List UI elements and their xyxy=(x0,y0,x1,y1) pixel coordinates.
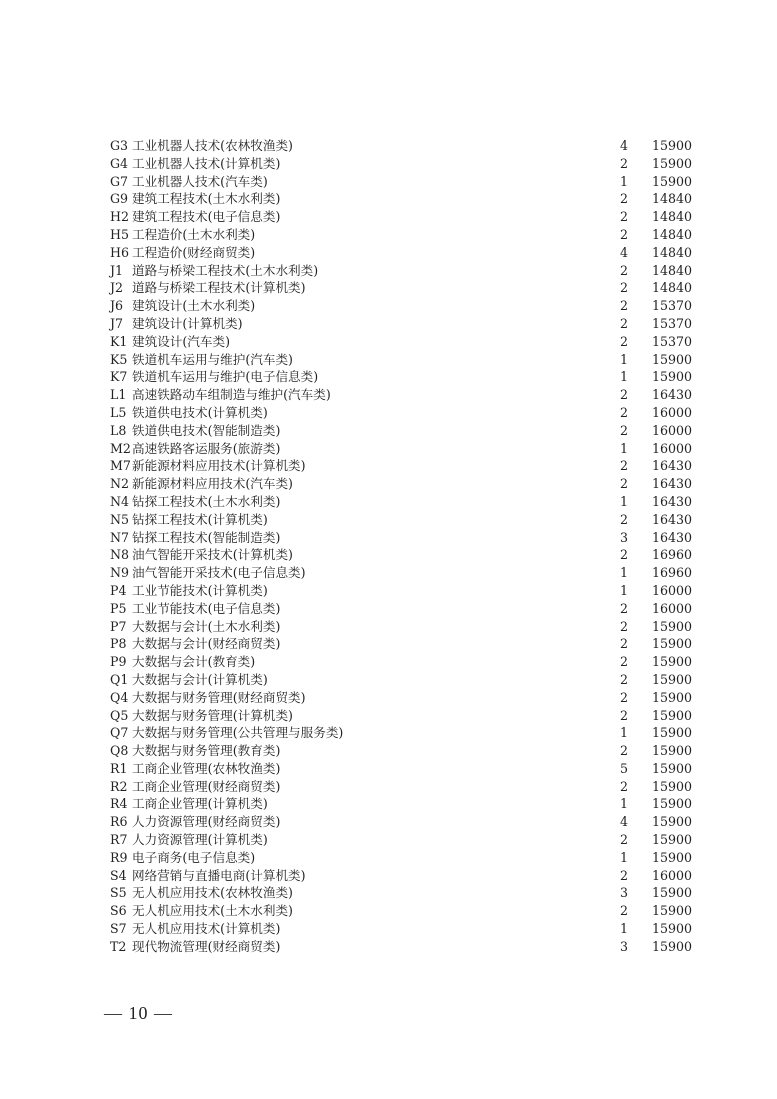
program-count: 1 xyxy=(620,440,629,456)
table-row xyxy=(110,760,700,778)
program-code: R4 xyxy=(110,796,128,812)
program-code: H6 xyxy=(110,244,129,260)
table-row xyxy=(110,226,700,244)
program-count: 1 xyxy=(620,582,629,598)
table-row xyxy=(110,493,700,511)
program-rows xyxy=(110,137,700,956)
program-code: J7 xyxy=(110,315,124,331)
program-count: 2 xyxy=(620,476,629,492)
program-fee: 16000 xyxy=(652,600,693,616)
program-count: 3 xyxy=(620,885,629,901)
program-name: 油气智能开采技术(计算机类) xyxy=(132,547,293,563)
program-fee: 16430 xyxy=(652,476,693,492)
program-code: N7 xyxy=(110,529,130,545)
program-name: 铁道供电技术(智能制造类) xyxy=(132,422,281,438)
program-count: 2 xyxy=(620,689,629,705)
table-row xyxy=(110,795,700,813)
program-count: 2 xyxy=(620,155,629,171)
program-fee: 15900 xyxy=(652,138,693,153)
program-code: H2 xyxy=(110,209,129,225)
program-code: J2 xyxy=(110,280,124,296)
program-code: K7 xyxy=(110,369,128,385)
program-count: 2 xyxy=(620,654,629,670)
program-fee: 15900 xyxy=(652,707,693,723)
program-name: 钻探工程技术(智能制造类) xyxy=(132,529,281,545)
program-count: 2 xyxy=(620,315,629,331)
table-row xyxy=(110,867,700,885)
program-name: 人力资源管理(计算机类) xyxy=(132,832,268,848)
table-row xyxy=(110,902,700,920)
program-count: 2 xyxy=(620,404,629,420)
program-fee: 15370 xyxy=(652,298,693,314)
program-code: R9 xyxy=(110,849,128,865)
program-fee: 15900 xyxy=(652,173,693,189)
table-row xyxy=(110,511,700,529)
program-count: 2 xyxy=(620,333,629,349)
table-row xyxy=(110,884,700,902)
program-name: 工业节能技术(电子信息类) xyxy=(132,600,281,616)
program-code: N9 xyxy=(110,565,130,581)
program-name: 大数据与会计(计算机类) xyxy=(132,671,268,687)
table-row xyxy=(110,600,700,618)
program-name: 高速铁路客运服务(旅游类) xyxy=(132,440,281,456)
program-count: 2 xyxy=(620,191,629,207)
program-code: N5 xyxy=(110,511,130,527)
program-name: 钻探工程技术(计算机类) xyxy=(132,511,268,527)
program-code: N2 xyxy=(110,476,130,492)
program-code: G9 xyxy=(110,191,129,207)
table-row xyxy=(110,137,700,155)
table-row xyxy=(110,368,700,386)
program-name: 工业机器人技术(汽车类) xyxy=(132,173,268,189)
program-name: 无人机应用技术(农林牧渔类) xyxy=(132,885,293,901)
program-count: 2 xyxy=(620,458,629,474)
program-count: 1 xyxy=(620,921,629,937)
program-name: 工业节能技术(计算机类) xyxy=(132,582,268,598)
program-fee: 14840 xyxy=(652,244,693,260)
program-code: P7 xyxy=(110,618,127,634)
program-fee: 16000 xyxy=(652,867,693,883)
program-count: 1 xyxy=(620,565,629,581)
program-fee: 16000 xyxy=(652,404,693,420)
program-name: 建筑设计(计算机类) xyxy=(132,315,243,331)
program-count: 2 xyxy=(620,422,629,438)
program-name: 大数据与会计(土木水利类) xyxy=(132,618,281,634)
program-fee: 15900 xyxy=(652,654,693,670)
program-code: Q1 xyxy=(110,671,129,687)
program-name: 道路与桥梁工程技术(计算机类) xyxy=(132,280,306,296)
table-row xyxy=(110,938,700,956)
program-code: R6 xyxy=(110,814,128,830)
program-code: M7 xyxy=(110,458,131,474)
program-name: 工程造价(财经商贸类) xyxy=(132,244,256,260)
program-name: 新能源材料应用技术(计算机类) xyxy=(132,458,306,474)
program-fee: 16000 xyxy=(652,440,693,456)
program-count: 2 xyxy=(620,671,629,687)
program-fee: 14840 xyxy=(652,209,693,225)
table-row xyxy=(110,671,700,689)
program-count: 2 xyxy=(620,547,629,563)
program-count: 2 xyxy=(620,600,629,616)
program-code: Q7 xyxy=(110,725,129,741)
table-row xyxy=(110,262,700,280)
program-name: 工商企业管理(计算机类) xyxy=(132,796,268,812)
table-row xyxy=(110,457,700,475)
program-fee: 15370 xyxy=(652,333,693,349)
program-code: P8 xyxy=(110,636,127,652)
program-count: 2 xyxy=(620,511,629,527)
program-name: 无人机应用技术(土木水利类) xyxy=(132,903,293,919)
table-row xyxy=(110,244,700,262)
program-fee: 15900 xyxy=(652,618,693,634)
table-row xyxy=(110,315,700,333)
table-row xyxy=(110,564,700,582)
table-row xyxy=(110,279,700,297)
program-fee: 16430 xyxy=(652,493,693,509)
program-count: 1 xyxy=(620,796,629,812)
program-name: 现代物流管理(财经商贸类) xyxy=(132,938,281,954)
program-count: 2 xyxy=(620,387,629,403)
program-name: 大数据与会计(教育类) xyxy=(132,654,256,670)
program-code: G7 xyxy=(110,173,129,189)
program-code: L5 xyxy=(110,404,127,420)
program-count: 2 xyxy=(620,903,629,919)
program-count: 4 xyxy=(620,138,629,153)
program-name: 铁道机车运用与维护(电子信息类) xyxy=(132,369,319,385)
program-code: J1 xyxy=(110,262,124,278)
table-row xyxy=(110,831,700,849)
program-count: 3 xyxy=(620,938,629,954)
program-code: P9 xyxy=(110,654,127,670)
program-count: 2 xyxy=(620,636,629,652)
program-count: 1 xyxy=(620,369,629,385)
program-fee: 16000 xyxy=(652,422,693,438)
table-row xyxy=(110,849,700,867)
program-code: R2 xyxy=(110,778,128,794)
program-name: 铁道供电技术(计算机类) xyxy=(132,404,268,420)
table-row xyxy=(110,635,700,653)
program-code: P4 xyxy=(110,582,127,598)
program-name: 油气智能开采技术(电子信息类) xyxy=(132,565,306,581)
program-fee: 15900 xyxy=(652,369,693,385)
program-fee: 15900 xyxy=(652,832,693,848)
table-row xyxy=(110,173,700,191)
program-fee: 16960 xyxy=(652,565,693,581)
program-fee: 15370 xyxy=(652,315,693,331)
program-count: 2 xyxy=(620,743,629,759)
program-code: G3 xyxy=(110,138,129,153)
table-row xyxy=(110,404,700,422)
table-row xyxy=(110,190,700,208)
program-code: K1 xyxy=(110,333,128,349)
program-name: 工程造价(土木水利类) xyxy=(132,226,256,242)
program-count: 2 xyxy=(620,832,629,848)
program-code: S6 xyxy=(110,903,127,919)
program-name: 网络营销与直播电商(计算机类) xyxy=(132,867,306,883)
program-code: R7 xyxy=(110,832,128,848)
program-fee: 15900 xyxy=(652,760,693,776)
program-code: T2 xyxy=(110,938,127,954)
program-fee: 15900 xyxy=(652,671,693,687)
table-row xyxy=(110,920,700,938)
program-fee: 15900 xyxy=(652,636,693,652)
table-row xyxy=(110,582,700,600)
program-code: N4 xyxy=(110,493,130,509)
program-code: Q4 xyxy=(110,689,129,705)
table-row xyxy=(110,529,700,547)
program-count: 1 xyxy=(620,351,629,367)
table-row xyxy=(110,689,700,707)
program-code: L8 xyxy=(110,422,127,438)
program-fee: 15900 xyxy=(652,778,693,794)
table-row xyxy=(110,618,700,636)
program-code: P5 xyxy=(110,600,127,616)
program-name: 大数据与会计(财经商贸类) xyxy=(132,636,281,652)
program-fee: 14840 xyxy=(652,191,693,207)
program-fee: 14840 xyxy=(652,226,693,242)
program-name: 工业机器人技术(农林牧渔类) xyxy=(132,138,293,153)
program-code: L1 xyxy=(110,387,127,403)
program-fee: 15900 xyxy=(652,689,693,705)
program-name: 电子商务(电子信息类) xyxy=(132,849,256,865)
program-count: 2 xyxy=(620,778,629,794)
table-row xyxy=(110,440,700,458)
table-row xyxy=(110,351,700,369)
program-fee: 15900 xyxy=(652,938,693,954)
program-name: 建筑工程技术(电子信息类) xyxy=(132,209,281,225)
program-code: S4 xyxy=(110,867,127,883)
program-count: 1 xyxy=(620,849,629,865)
table-row xyxy=(110,333,700,351)
table-row xyxy=(110,707,700,725)
program-name: 新能源材料应用技术(汽车类) xyxy=(132,476,293,492)
table-row xyxy=(110,813,700,831)
program-fee: 15900 xyxy=(652,351,693,367)
program-count: 4 xyxy=(620,814,629,830)
program-count: 1 xyxy=(620,725,629,741)
program-count: 2 xyxy=(620,618,629,634)
program-count: 2 xyxy=(620,707,629,723)
table-row xyxy=(110,208,700,226)
program-code: S5 xyxy=(110,885,127,901)
program-code: K5 xyxy=(110,351,128,367)
program-count: 2 xyxy=(620,226,629,242)
program-name: 建筑设计(土木水利类) xyxy=(132,298,256,314)
program-name: 大数据与财务管理(财经商贸类) xyxy=(132,689,306,705)
program-fee: 16430 xyxy=(652,529,693,545)
program-fee: 15900 xyxy=(652,155,693,171)
program-count: 5 xyxy=(620,760,629,776)
program-code: Q8 xyxy=(110,743,129,759)
program-name: 大数据与财务管理(教育类) xyxy=(132,743,281,759)
table-row xyxy=(110,155,700,173)
program-count: 2 xyxy=(620,262,629,278)
program-code: Q5 xyxy=(110,707,129,723)
program-count: 3 xyxy=(620,529,629,545)
program-code: N8 xyxy=(110,547,130,563)
program-count: 2 xyxy=(620,209,629,225)
program-name: 大数据与财务管理(公共管理与服务类) xyxy=(132,725,344,741)
program-count: 2 xyxy=(620,867,629,883)
program-name: 工业机器人技术(计算机类) xyxy=(132,155,281,171)
program-code: J6 xyxy=(110,298,124,314)
program-name: 高速铁路动车组制造与维护(汽车类) xyxy=(132,387,331,403)
table-row xyxy=(110,386,700,404)
program-fee: 15900 xyxy=(652,743,693,759)
program-fee: 15900 xyxy=(652,903,693,919)
program-name: 钻探工程技术(土木水利类) xyxy=(132,493,281,509)
table-row xyxy=(110,475,700,493)
table-row xyxy=(110,653,700,671)
program-code: R1 xyxy=(110,760,128,776)
program-fee: 14840 xyxy=(652,280,693,296)
program-fee: 15900 xyxy=(652,849,693,865)
table-row xyxy=(110,742,700,760)
table-row xyxy=(110,778,700,796)
program-fee: 15900 xyxy=(652,796,693,812)
program-name: 人力资源管理(财经商贸类) xyxy=(132,814,281,830)
program-code: S7 xyxy=(110,921,127,937)
program-code: H5 xyxy=(110,226,129,242)
program-fee: 16000 xyxy=(652,582,693,598)
program-count: 2 xyxy=(620,298,629,314)
program-name: 道路与桥梁工程技术(土木水利类) xyxy=(132,262,319,278)
program-code: M2 xyxy=(110,440,131,456)
program-fee: 16960 xyxy=(652,547,693,563)
program-fee: 15900 xyxy=(652,885,693,901)
table-row xyxy=(110,724,700,742)
program-name: 工商企业管理(农林牧渔类) xyxy=(132,760,281,776)
table-row xyxy=(110,297,700,315)
program-count: 2 xyxy=(620,280,629,296)
program-fee: 16430 xyxy=(652,387,693,403)
program-table xyxy=(110,137,700,956)
program-count: 1 xyxy=(620,173,629,189)
program-fee: 16430 xyxy=(652,511,693,527)
program-name: 无人机应用技术(计算机类) xyxy=(132,921,281,937)
program-name: 建筑设计(汽车类) xyxy=(132,333,230,349)
program-fee: 14840 xyxy=(652,262,693,278)
program-count: 1 xyxy=(620,493,629,509)
table-row xyxy=(110,546,700,564)
program-name: 大数据与财务管理(计算机类) xyxy=(132,707,293,723)
program-fee: 15900 xyxy=(652,725,693,741)
program-fee: 15900 xyxy=(652,921,693,937)
program-code: G4 xyxy=(110,155,129,171)
program-name: 工商企业管理(财经商贸类) xyxy=(132,778,281,794)
program-name: 铁道机车运用与维护(汽车类) xyxy=(132,351,293,367)
program-fee: 15900 xyxy=(652,814,693,830)
table-row xyxy=(110,422,700,440)
program-count: 4 xyxy=(620,244,629,260)
program-name: 建筑工程技术(土木水利类) xyxy=(132,191,281,207)
page-number: — 10 — xyxy=(104,1003,173,1023)
program-fee: 16430 xyxy=(652,458,693,474)
